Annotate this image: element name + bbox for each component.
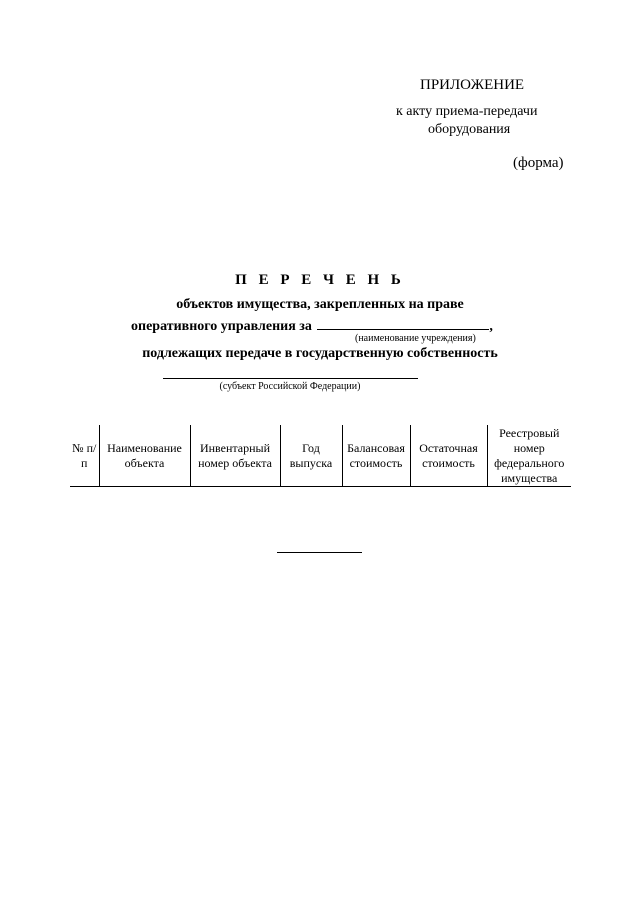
heading-line-3: подлежащих передаче в государственную собственность (142, 346, 498, 361)
column-header-number: № п/п (70, 425, 99, 487)
column-header-name: Наименование объекта (99, 425, 190, 487)
document-title: П Е Р Е Ч Е Н Ь (235, 272, 405, 288)
subject-hint: (субъект Российской Федерации) (219, 381, 361, 392)
heading-line-1: объектов имущества, закрепленных на праве (176, 297, 464, 312)
footer-separator (277, 552, 362, 553)
form-label: (форма) (513, 155, 564, 171)
appendix-title: ПРИЛОЖЕНИЕ (420, 77, 525, 93)
institution-blank-line (317, 315, 489, 330)
heading-line-2 (131, 315, 493, 335)
column-header-residual-value: Остаточная стоимость (410, 425, 487, 487)
column-header-year: Год выпуска (280, 425, 342, 487)
appendix-line-1: к акту приема-передачи (396, 104, 538, 119)
appendix-line-2: оборудования (428, 122, 511, 137)
table-header-row (70, 425, 571, 487)
property-table (70, 425, 571, 487)
heading-line-2-suffix: , (489, 319, 493, 334)
column-header-registry-number: Реестровый номер федерального имущества (487, 425, 571, 487)
institution-hint: (наименование учреждения) (355, 333, 476, 344)
subject-blank-line (163, 378, 418, 379)
column-header-book-value: Балансовая стоимость (342, 425, 410, 487)
heading-line-2-prefix: оперативного управления за (131, 319, 312, 334)
column-header-inventory-number: Инвентарный номер объекта (190, 425, 280, 487)
